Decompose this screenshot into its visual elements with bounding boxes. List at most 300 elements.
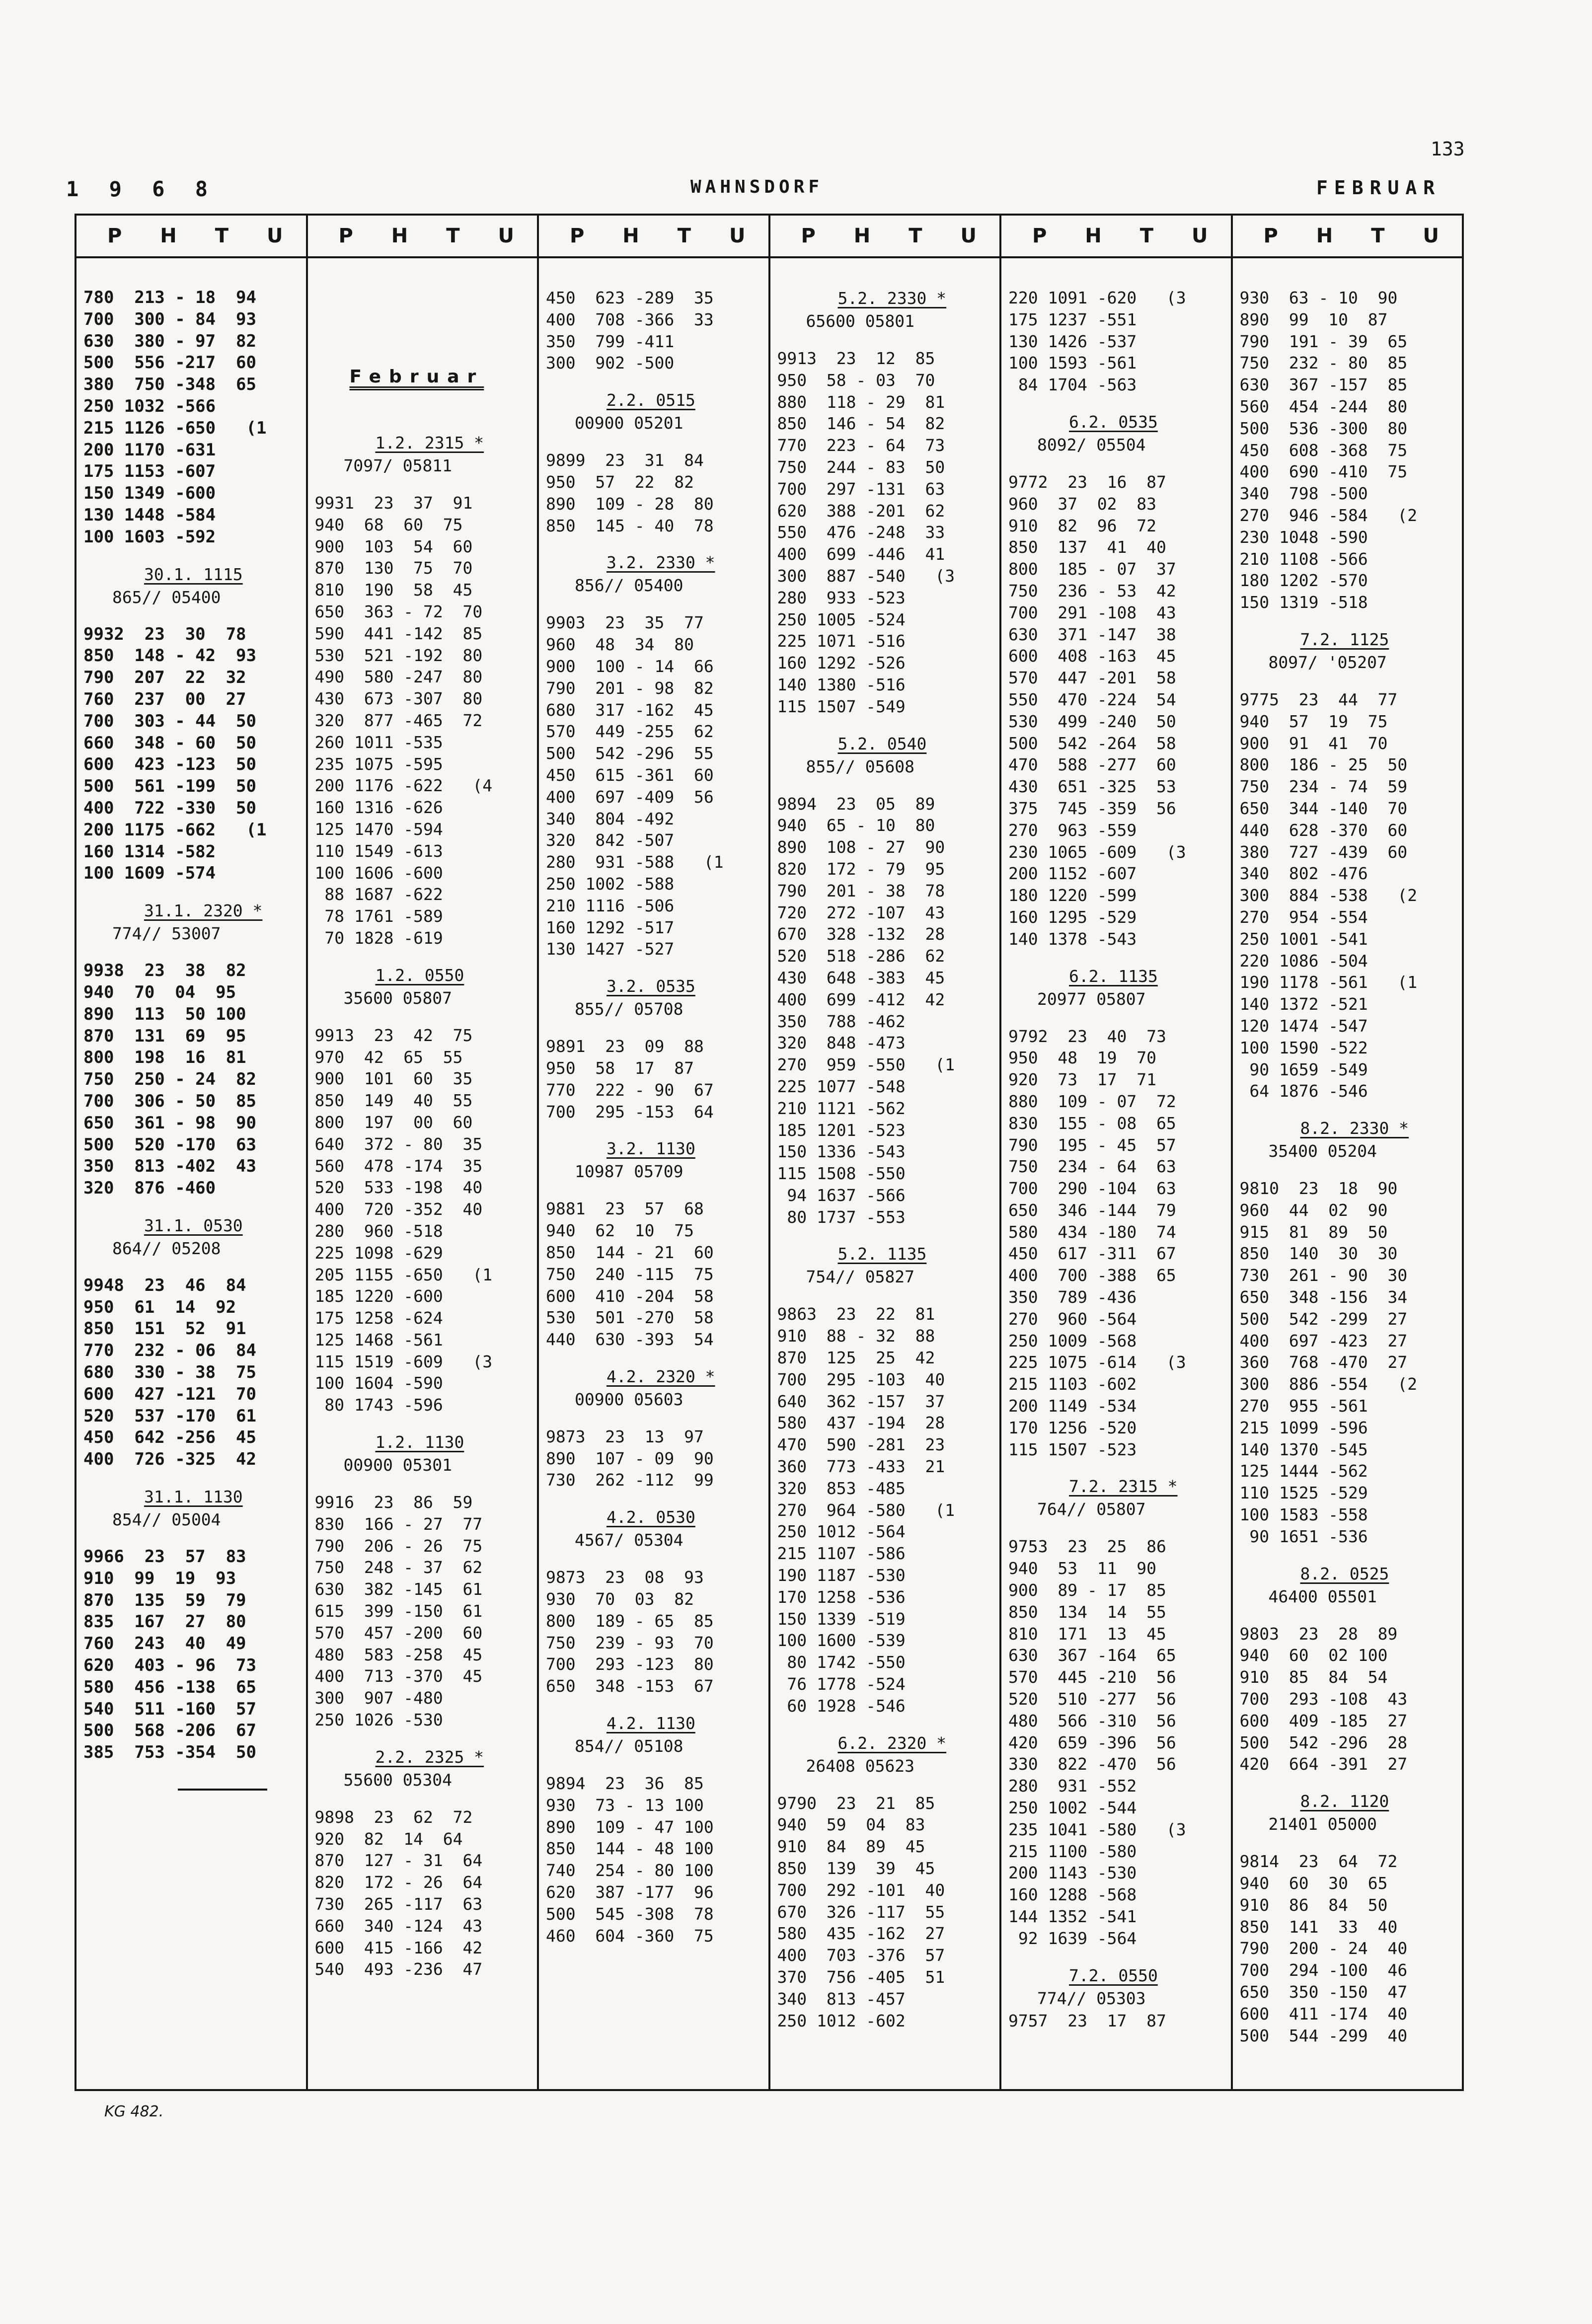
- ascent-date-time: 7.2. 0550: [1069, 1965, 1158, 1985]
- table-row: 900 103 54 60: [314, 536, 473, 556]
- ascent-code: 854// 05108: [575, 1736, 683, 1756]
- table-row: 835 167 27 80: [83, 1612, 246, 1632]
- row-spacer: [546, 1491, 760, 1506]
- table-row: 140 1372 -521: [1239, 994, 1368, 1014]
- table-row: 890 113 50 100: [83, 1004, 246, 1024]
- ascent-heading: [315, 432, 530, 454]
- page-number: 133: [1431, 138, 1465, 160]
- table-row: 360 773 -433 21: [777, 1457, 945, 1477]
- table-row: 650 363 - 72 70: [314, 601, 483, 621]
- table-row: 9938 23 38 82: [83, 961, 246, 981]
- table-row: 870 130 75 70: [314, 558, 473, 578]
- table-row: 700 290 -104 63: [1008, 1179, 1176, 1199]
- table-row: 890 108 - 27 90: [777, 837, 945, 857]
- table-row: 810 190 58 45: [314, 580, 473, 600]
- table-row: 880 118 - 29 81: [777, 392, 945, 412]
- ascent-date-time: 8.2. 1120: [1300, 1792, 1389, 1811]
- table-row: 750 240 -115 75: [546, 1264, 714, 1284]
- table-row: 790 201 - 38 78: [777, 881, 945, 900]
- row-spacer: [546, 435, 760, 450]
- row-spacer: [546, 1183, 760, 1198]
- table-row: 750 248 - 37 62: [314, 1558, 483, 1577]
- table-row: 250 1002 -544: [1008, 1798, 1137, 1818]
- table-row: 60 1928 -546: [777, 1696, 906, 1716]
- table-row: 870 135 59 79: [83, 1590, 246, 1610]
- end-rule: [178, 1789, 267, 1791]
- table-row: 400 700 -388 65: [1008, 1266, 1176, 1285]
- table-row: 730 265 -117 63: [314, 1894, 483, 1914]
- table-row: 940 70 04 95: [83, 982, 236, 1002]
- ascent-code: 754// 05827: [806, 1267, 915, 1287]
- row-spacer: [83, 1471, 298, 1486]
- table-row: 950 48 19 70: [1008, 1048, 1157, 1068]
- ascent-code: 21401 05000: [1268, 1814, 1377, 1834]
- column-header-label: T: [1139, 225, 1154, 247]
- table-row: 650 348 -156 34: [1239, 1287, 1408, 1307]
- row-spacer: [1008, 456, 1223, 471]
- table-row: 790 207 22 32: [83, 668, 246, 688]
- ascent-date-time: 8.2. 0525: [1300, 1564, 1389, 1583]
- ascent-heading: [1008, 1964, 1223, 1987]
- table-row: 800 186 - 25 50: [1239, 755, 1408, 775]
- table-row: 215 1126 -650 (1: [83, 418, 267, 438]
- table-row: 92 1639 -564: [1008, 1928, 1137, 1948]
- table-row: 110 1549 -613: [314, 841, 443, 861]
- table-row: 800 189 - 65 85: [546, 1611, 714, 1631]
- table-row: 150 1349 -600: [83, 483, 216, 504]
- month-heading-text: Februar: [349, 367, 484, 387]
- table-row: 260 1011 -535: [314, 732, 443, 752]
- column-header-label: U: [1423, 225, 1439, 247]
- table-row: 940 65 - 10 80: [777, 816, 935, 835]
- table-row: 140 1380 -516: [777, 675, 906, 694]
- table-row: 820 172 - 26 64: [314, 1873, 483, 1892]
- table-row: 100 1600 -539: [777, 1631, 906, 1650]
- table-row: 250 1002 -588: [546, 874, 675, 894]
- table-row: 350 813 -402 43: [83, 1156, 256, 1177]
- table-row: 320 876 -460: [83, 1178, 216, 1199]
- table-row: 420 664 -391 27: [1239, 1754, 1408, 1774]
- table-row: 750 234 - 74 59: [1239, 777, 1408, 797]
- ascent-code: 8097/ '05207: [1268, 652, 1387, 672]
- table-row: 700 291 -108 43: [1008, 602, 1176, 622]
- table-row: 175 1237 -551: [1008, 309, 1137, 329]
- ascent-code: 00900 05301: [343, 1455, 453, 1475]
- table-row: 890 109 - 47 100: [546, 1817, 714, 1837]
- column-header-label: T: [677, 225, 691, 247]
- table-row: 960 37 02 83: [1008, 494, 1157, 514]
- table-row: 400 690 -410 75: [1239, 462, 1408, 482]
- row-spacer: [315, 1416, 530, 1431]
- table-row: 660 340 -124 43: [314, 1916, 483, 1936]
- ascent-heading: [777, 1243, 992, 1266]
- table-row: 640 372 - 80 35: [314, 1134, 483, 1154]
- table-row: 600 427 -121 70: [83, 1384, 256, 1404]
- table-column: [1233, 216, 1462, 2089]
- table-row: 140 1370 -545: [1239, 1439, 1368, 1459]
- table-row: 910 86 84 50: [1239, 1895, 1388, 1915]
- row-spacer: [777, 1778, 992, 1793]
- table-row: 400 699 -446 41: [777, 544, 945, 564]
- table-row: 215 1103 -602: [1008, 1374, 1137, 1394]
- table-row: 790 200 - 24 40: [1239, 1939, 1408, 1958]
- row-spacer: [777, 718, 992, 733]
- table-row: 700 297 -131 63: [777, 479, 945, 499]
- table-row: 810 171 13 45: [1008, 1624, 1166, 1644]
- table-row: 9899 23 31 84: [546, 450, 704, 470]
- table-row: 960 44 02 90: [1239, 1200, 1388, 1220]
- ascent-code: 764// 05807: [1037, 1499, 1146, 1519]
- row-spacer: [546, 1758, 760, 1773]
- table-row: 580 456 -138 65: [83, 1677, 256, 1697]
- table-row: 830 166 - 27 77: [314, 1514, 483, 1534]
- table-row: 430 648 -383 45: [777, 968, 945, 987]
- table-row: 650 361 - 98 90: [83, 1113, 256, 1133]
- table-row: 500 542 -299 27: [1239, 1309, 1408, 1329]
- table-row: 400 699 -412 42: [777, 989, 945, 1009]
- table-row: 570 449 -255 62: [546, 722, 714, 742]
- column-header-label: U: [498, 225, 514, 247]
- table-row: 300 887 -540 (3: [777, 566, 955, 586]
- row-spacer: [1240, 1836, 1454, 1851]
- table-row: 225 1075 -614 (3: [1008, 1352, 1186, 1372]
- table-row: 850 137 41 40: [1008, 537, 1166, 557]
- table-row: 130 1426 -537: [1008, 331, 1137, 351]
- table-row: 230 1065 -609 (3: [1008, 842, 1186, 862]
- table-row: 900 100 - 14 66: [546, 656, 714, 676]
- ascent-code: 35600 05807: [343, 988, 453, 1008]
- month-label: FEBRUAR: [1316, 177, 1441, 199]
- table-row: 480 566 -310 56: [1008, 1711, 1176, 1730]
- row-spacer: [83, 945, 298, 960]
- column-header-label: U: [1192, 225, 1208, 247]
- table-row: 210 1108 -566: [1239, 549, 1368, 569]
- table-row: 100 1583 -558: [1239, 1505, 1368, 1525]
- table-row: 890 107 - 09 90: [546, 1448, 714, 1468]
- table-row: 340 798 -500: [1239, 484, 1368, 504]
- column-header-label: P: [1263, 225, 1278, 247]
- table-row: 600 408 -163 45: [1008, 646, 1176, 666]
- table-row: 340 813 -457: [777, 1989, 906, 2009]
- table-row: 650 344 -140 70: [1239, 798, 1408, 818]
- column-header: [539, 216, 768, 258]
- table-row: 9881 23 57 68: [546, 1199, 704, 1219]
- row-spacer: [1240, 1102, 1454, 1117]
- ascent-heading: [1240, 1563, 1454, 1585]
- table-row: 9792 23 40 73: [1008, 1026, 1166, 1046]
- table-row: 450 642 -256 45: [83, 1427, 256, 1448]
- table-row: 9894 23 36 85: [546, 1774, 704, 1794]
- table-row: 9757 23 17 87: [1008, 2011, 1166, 2030]
- table-row: 620 403 - 96 73: [83, 1655, 256, 1676]
- table-row: 530 521 -192 80: [314, 645, 483, 665]
- ascent-code: 865// 05400: [112, 587, 221, 607]
- table-row: 205 1155 -650 (1: [314, 1265, 493, 1284]
- ascent-heading: [83, 1486, 298, 1508]
- table-row: 500 542 -264 58: [1008, 733, 1176, 753]
- table-row: 180 1202 -570: [1239, 571, 1368, 591]
- table-row: 870 131 69 95: [83, 1026, 246, 1046]
- table-row: 375 745 -359 56: [1008, 798, 1176, 818]
- table-row: 90 1659 -549: [1239, 1059, 1368, 1079]
- table-row: 340 804 -492: [546, 809, 675, 828]
- ascent-date-time: 31.1. 2320 *: [144, 901, 263, 921]
- table-row: 560 454 -244 80: [1239, 396, 1408, 416]
- table-row: 280 933 -523: [777, 588, 906, 607]
- column-header-label: U: [729, 225, 746, 247]
- table-row: 400 722 -330 50: [83, 798, 256, 818]
- table-row: 9810 23 18 90: [1239, 1179, 1398, 1199]
- table-row: 300 884 -538 (2: [1239, 886, 1418, 905]
- ascent-date-time: 2.2. 2325 *: [375, 1747, 484, 1767]
- table-row: 100 1590 -522: [1239, 1038, 1368, 1057]
- table-row: 850 149 40 55: [314, 1091, 473, 1111]
- table-row: 850 145 - 40 78: [546, 516, 714, 535]
- column-header-label: P: [1032, 225, 1047, 247]
- table-row: 915 81 89 50: [1239, 1222, 1388, 1242]
- ascent-heading: [315, 1746, 530, 1769]
- column-header-label: T: [215, 225, 229, 247]
- table-row: 530 501 -270 58: [546, 1308, 714, 1328]
- row-spacer: [546, 960, 760, 975]
- ascent-date-time: 5.2. 0540: [837, 734, 927, 753]
- ascent-heading: [546, 551, 760, 574]
- ascent-heading: [315, 964, 530, 987]
- table-row: 144 1352 -541: [1008, 1907, 1137, 1926]
- table-row: 125 1470 -594: [314, 819, 443, 839]
- ascent-heading: [1008, 965, 1223, 988]
- table-row: 215 1100 -580: [1008, 1841, 1137, 1861]
- table-row: 570 447 -201 58: [1008, 668, 1176, 688]
- table-row: 225 1071 -516: [777, 631, 906, 651]
- table-row: 590 441 -142 85: [314, 623, 483, 643]
- column-header: [770, 216, 1000, 258]
- table-row: 580 434 -180 74: [1008, 1222, 1176, 1242]
- row-spacer: [546, 1021, 760, 1036]
- ascent-code: 46400 05501: [1268, 1586, 1377, 1606]
- month-heading: [315, 367, 530, 387]
- table-row: 910 99 19 93: [83, 1568, 236, 1588]
- table-row: 270 946 -584 (2: [1239, 505, 1418, 525]
- table-row: 900 89 - 17 85: [1008, 1580, 1166, 1600]
- ascent-date-time: 6.2. 0535: [1069, 412, 1158, 432]
- table-row: 400 697 -409 56: [546, 787, 714, 807]
- table-row: 850 134 14 55: [1008, 1602, 1166, 1622]
- ascent-heading: [315, 1431, 530, 1454]
- table-row: 350 788 -462: [777, 1011, 906, 1031]
- table-row: 750 244 - 83 50: [777, 457, 945, 477]
- table-column: [539, 216, 770, 2089]
- table-row: 890 109 - 28 80: [546, 494, 714, 514]
- table-row: 890 99 10 87: [1239, 309, 1388, 329]
- table-row: 490 580 -247 80: [314, 667, 483, 687]
- table-row: 500 536 -300 80: [1239, 418, 1408, 438]
- ascent-heading: [1008, 411, 1223, 434]
- table-row: 160 1288 -568: [1008, 1885, 1137, 1905]
- ascent-code: 10987 05709: [575, 1162, 683, 1182]
- table-row: 185 1201 -523: [777, 1120, 906, 1140]
- ascent-code: 65600 05801: [806, 311, 915, 331]
- table-row: 600 415 -166 42: [314, 1938, 483, 1957]
- table-row: 150 1319 -518: [1239, 593, 1368, 612]
- table-row: 900 101 60 35: [314, 1069, 473, 1089]
- table-row: 950 58 - 03 70: [777, 370, 935, 390]
- ascent-date-time: 4.2. 2320 *: [606, 1366, 715, 1386]
- table-row: 320 853 -485: [777, 1478, 906, 1498]
- table-row: 225 1077 -548: [777, 1076, 906, 1096]
- ascent-code: 7097/ 05811: [343, 456, 453, 475]
- table-row: 300 902 -500: [546, 353, 675, 373]
- table-row: 570 457 -200 60: [314, 1623, 483, 1643]
- table-row: 400 713 -370 45: [314, 1666, 483, 1686]
- ascent-heading: [777, 733, 992, 755]
- ascent-code: 854// 05004: [112, 1510, 221, 1530]
- table-row: 9873 23 13 97: [546, 1426, 704, 1446]
- column-header-label: T: [1371, 225, 1385, 247]
- table-row: 430 651 -325 53: [1008, 777, 1176, 797]
- table-row: 215 1099 -596: [1239, 1418, 1368, 1437]
- table-row: 940 59 04 83: [777, 1815, 925, 1835]
- table-row: 340 802 -476: [1239, 864, 1368, 884]
- table-row: 720 272 -107 43: [777, 902, 945, 922]
- table-row: 750 236 - 53 42: [1008, 581, 1176, 600]
- table-row: 830 155 - 08 65: [1008, 1113, 1176, 1133]
- row-spacer: [546, 1411, 760, 1426]
- ascent-date-time: 3.2. 1130: [606, 1139, 695, 1159]
- table-row: 790 201 - 98 82: [546, 678, 714, 698]
- table-row: 450 617 -311 67: [1008, 1244, 1176, 1264]
- ascent-heading: [777, 287, 992, 310]
- form-code: KG 482.: [104, 2103, 164, 2120]
- table-row: 700 294 -100 46: [1239, 1960, 1408, 1980]
- table-row: 780 213 - 18 94: [83, 288, 256, 307]
- table-row: 235 1075 -595: [314, 754, 443, 774]
- row-spacer: [83, 1199, 298, 1214]
- table-row: 850 141 33 40: [1239, 1917, 1398, 1937]
- table-row: 900 91 41 70: [1239, 733, 1388, 753]
- ascent-code: 855// 05608: [806, 756, 915, 776]
- column-header-label: P: [801, 225, 816, 247]
- table-row: 620 388 -201 62: [777, 501, 945, 521]
- table-row: 9913 23 42 75: [314, 1025, 473, 1045]
- table-row: 9966 23 57 83: [83, 1547, 246, 1567]
- row-spacer: [315, 949, 530, 964]
- table-row: 130 1427 -527: [546, 939, 675, 959]
- row-spacer: [546, 1123, 760, 1137]
- table-row: 910 82 96 72: [1008, 516, 1157, 535]
- table-row: 700 303 - 44 50: [83, 711, 256, 731]
- table-row: 700 295 -103 40: [777, 1369, 945, 1389]
- row-spacer: [777, 1288, 992, 1303]
- table-row: 320 877 -465 72: [314, 710, 483, 730]
- table-row: 200 1149 -534: [1008, 1396, 1137, 1416]
- ascent-date-time: 3.2. 0535: [606, 976, 695, 996]
- table-row: 320 842 -507: [546, 830, 675, 850]
- table-row: 9932 23 30 78: [83, 624, 246, 644]
- table-row: 820 172 - 79 95: [777, 859, 945, 879]
- table-row: 78 1761 -589: [314, 906, 443, 926]
- ascent-code: 856// 05400: [575, 576, 683, 596]
- row-spacer: [315, 387, 530, 402]
- table-row: 270 955 -561: [1239, 1396, 1368, 1416]
- table-row: 100 1609 -574: [83, 863, 216, 884]
- table-row: 110 1525 -529: [1239, 1483, 1368, 1503]
- table-row: 570 445 -210 56: [1008, 1667, 1176, 1687]
- table-row: 70 1828 -619: [314, 928, 443, 948]
- table-row: 80 1743 -596: [314, 1395, 443, 1415]
- table-row: 680 317 -162 45: [546, 700, 714, 720]
- table-row: 90 1651 -536: [1239, 1526, 1368, 1546]
- row-spacer: [83, 1260, 298, 1275]
- table-row: 940 62 10 75: [546, 1221, 694, 1241]
- column-header-label: H: [160, 225, 177, 247]
- table-row: 500 561 -199 50: [83, 776, 256, 797]
- row-spacer: [1008, 1460, 1223, 1475]
- row-spacer: [1240, 1163, 1454, 1178]
- table-row: 760 237 00 27: [83, 689, 246, 709]
- table-row: 500 520 -170 63: [83, 1134, 256, 1155]
- table-row: 9894 23 05 89: [777, 794, 935, 814]
- table-row: 140 1378 -543: [1008, 929, 1137, 949]
- table-row: 440 630 -393 54: [546, 1330, 714, 1349]
- table-row: 250 1032 -566: [83, 396, 216, 416]
- table-row: 750 250 - 24 82: [83, 1069, 256, 1090]
- table-row: 700 292 -101 40: [777, 1880, 945, 1900]
- table-row: 560 478 -174 35: [314, 1156, 483, 1176]
- row-spacer: [83, 1531, 298, 1546]
- column-header-label: T: [446, 225, 460, 247]
- ascent-date-time: 6.2. 2320 *: [837, 1733, 947, 1753]
- table-row: 790 195 - 45 57: [1008, 1135, 1176, 1155]
- column-header-label: U: [960, 225, 977, 247]
- table-row: 360 768 -470 27: [1239, 1352, 1408, 1372]
- table-row: 540 511 -160 57: [83, 1699, 256, 1719]
- table-row: 880 109 - 07 72: [1008, 1091, 1176, 1111]
- table-row: 640 362 -157 37: [777, 1391, 945, 1411]
- column-header-label: H: [622, 225, 639, 247]
- table-row: 630 380 - 97 82: [83, 331, 256, 351]
- table-row: 600 411 -174 40: [1239, 2004, 1408, 2024]
- table-row: 330 822 -470 56: [1008, 1754, 1176, 1774]
- table-row: 385 753 -354 50: [83, 1742, 256, 1763]
- table-row: 400 697 -423 27: [1239, 1331, 1408, 1350]
- table-row: 320 848 -473: [777, 1033, 906, 1053]
- table-row: 470 590 -281 23: [777, 1435, 945, 1455]
- row-spacer: [777, 1717, 992, 1732]
- table-row: 910 84 89 45: [777, 1837, 925, 1857]
- table-row: 250 1001 -541: [1239, 929, 1368, 949]
- ascent-code: 00900 05201: [575, 413, 683, 433]
- table-row: 200 1176 -622 (4: [314, 776, 493, 796]
- table-row: 430 673 -307 80: [314, 689, 483, 709]
- table-row: 680 330 - 38 75: [83, 1362, 256, 1383]
- row-spacer: [546, 536, 760, 551]
- table-row: 930 70 03 82: [546, 1589, 694, 1609]
- ascent-heading: [83, 900, 298, 922]
- table-row: 600 410 -204 58: [546, 1286, 714, 1306]
- table-row: 200 1175 -662 (1: [83, 820, 267, 840]
- table-column: [1001, 216, 1233, 2089]
- row-spacer: [546, 374, 760, 389]
- table-row: 450 623 -289 35: [546, 288, 714, 307]
- ascent-code: 20977 05807: [1037, 989, 1146, 1009]
- table-row: 9891 23 09 88: [546, 1037, 704, 1056]
- row-spacer: [1240, 613, 1454, 628]
- row-spacer: [777, 778, 992, 793]
- column-header: [1001, 216, 1231, 258]
- table-row: 160 1295 -529: [1008, 907, 1137, 927]
- ascent-date-time: 1.2. 1130: [375, 1432, 464, 1452]
